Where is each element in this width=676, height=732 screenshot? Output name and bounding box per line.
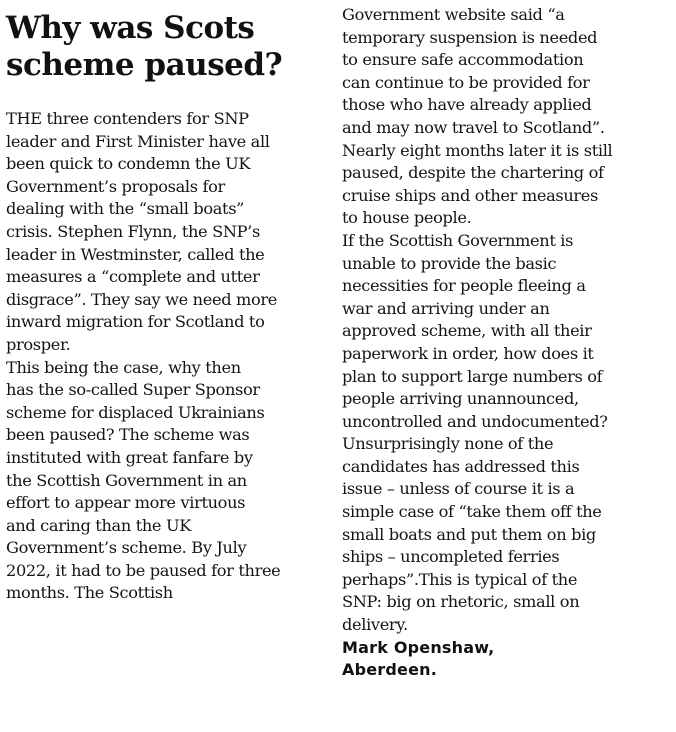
byline: Mark Openshaw, Aberdeen. bbox=[342, 637, 495, 679]
headline: Why was Scots scheme paused? bbox=[6, 10, 283, 83]
right-column-text: Government website said “a temporary suspension is needed to ensure safe accommodation can continue to be provided for those who have already applied and may now travel to Scotland”. Nearly eight months later it is still paused, despite the chartering of cruise ships and other measures to house people. If the Scottish Government is unable to provide the basic necessities for people fleeing a war and arriving under an approved scheme, with all their paperwork in order, how does it plan to support large numbers of people arriving unannounced, uncontrolled and undocumented? Unsurprisingly none of the candidates has addressed this issue – unless of course it is a simple case of “take them off the small boats and put them on big ships – uncompleted ferries perhaps”.This is typical of the SNP: big on rhetoric, small on delivery. bbox=[342, 5, 613, 635]
left-column bbox=[6, 0, 328, 605]
left-column-text: THE three contenders for SNP leader and First Minister have all been quick to condemn the UK Government’s proposals for dealing with the “small boats” crisis. Stephen Flynn, the SNP’s leader in Westminster, called the measures a “complete and utter disgrace”. They say we need more inward migration for Scotland to prosper. This being the case, why then has the so-called Super Sponsor scheme for displaced Ukrainians been paused? The scheme was instituted with great fanfare by the Scottish Government in an effort to appear more virtuous and caring than the UK Government’s scheme. By July 2022, it had to be paused for three months. The Scottish bbox=[6, 109, 281, 603]
right-column bbox=[342, 0, 668, 681]
